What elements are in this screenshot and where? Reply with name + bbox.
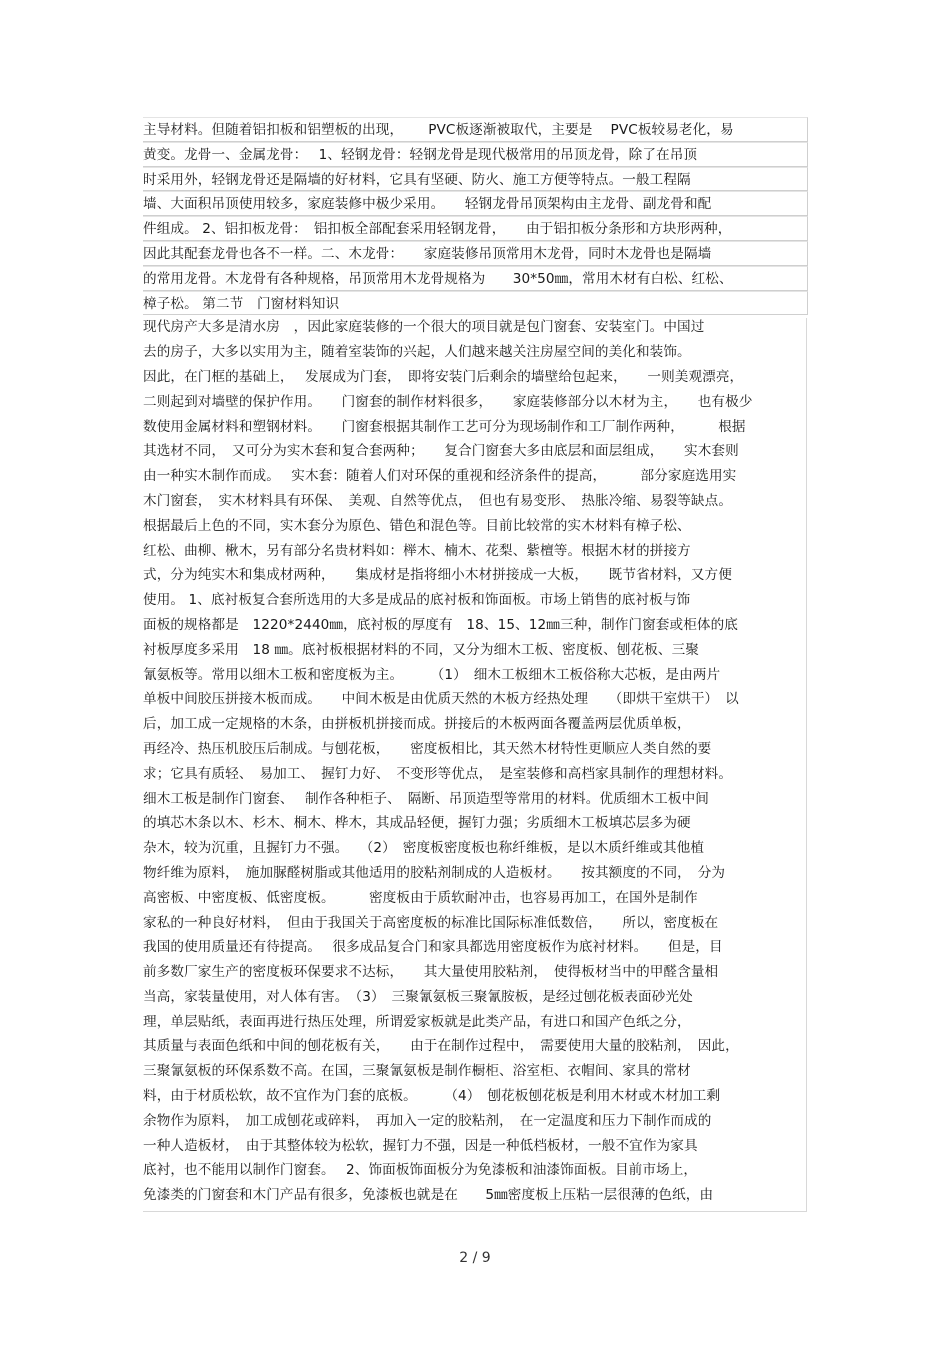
text-line: 去的房子，大多以实用为主，随着室装饰的兴起，人们越来越关注房屋空间的美化和装饰。 [143, 344, 691, 361]
body-text [143, 117, 808, 1208]
text-line: 前多数厂家生产的密度板环保要求不达标， 其大量使用胶粘剂， 使得板材当中的甲醛含量相 [143, 964, 719, 981]
text-line: 木门窗套， 实木材料具有环保、 美观、自然等优点， 但也有易变形、 热胀冷缩、易裂等缺点。 [143, 492, 733, 509]
text-line: 杂木，较为沉重，且握钉力不强。 （2） 密度板密度板也称纤维板，是以木质纤维或其他植 [143, 840, 705, 857]
text-line: 高密板、中密度板、低密度板。 密度板由于质软耐冲击，也容易再加工，在国外是制作 [143, 889, 698, 906]
text-line: 其质量与表面色纸和中间的刨花板有关， 由于在制作过程中， 需要使用大量的胶粘剂， 因此， [143, 1038, 739, 1055]
text-line: 再经冷、热压机胶压后制成。与刨花板， 密度板相比，其天然木材特性更顺应人类自然的要 [143, 740, 712, 757]
text-line: 由一种实木制作而成。 实木套：随着人们对环保的重视和经济条件的提高， 部分家庭选用实 [143, 468, 737, 485]
text-line: 氰氨板等。常用以细木工板和密度板为主。 （1） 细木工板细木工板俗称大芯板，是由两片 [143, 666, 721, 683]
text-line: 根据最后上色的不同，实木套分为原色、错色和混色等。目前比较常的实木材料有樟子松、 [143, 517, 691, 534]
text-line: 后，加工成一定规格的木条，由拼板机拼接而成。拼接后的木板两面各覆盖两层优质单板， [143, 716, 691, 733]
text-line: 料，由于材质松软，故不宜作为门套的底板。 （4） 刨花板刨花板是利用木材或木材加工剩 [143, 1088, 721, 1105]
text-line: 件组成。 2、铝扣板龙骨： 铝扣板全部配套采用轻钢龙骨， 由于铝扣板分条形和方块形两种， [143, 216, 808, 241]
text-line: 现代房产大多是清水房 ，因此家庭装修的一个很大的项目就是包门窗套、安装室门。中国过 [143, 319, 705, 336]
text-line: 式，分为纯实木和集成材两种， 集成材是指将细小木材拼接成一大板， 既节省材料，又方便 [143, 567, 732, 584]
text-line: 家私的一种良好材料， 但由于我国关于高密度板的标准比国际标准低数倍， 所以，密度板在 [143, 914, 719, 931]
text-line: 樟子松。 第二节 门窗材料知识 [143, 291, 808, 316]
text-line: 的常用龙骨。木龙骨有各种规格，吊顶常用木龙骨规格为 30*50㎜，常用木材有白松、红松、 [143, 266, 808, 291]
text-line: 墙、大面积吊顶使用较多，家庭装修中极少采用。 轻钢龙骨吊顶架构由主龙骨、副龙骨和配 [143, 191, 808, 216]
text-line: 求；它具有质轻、 易加工、 握钉力好、 不变形等优点， 是室装修和高档家具制作的理想材料。 [143, 765, 733, 782]
text-line: 面板的规格都是 1220*2440㎜，底衬板的厚度有 18、15、12㎜三种，制作门窗套或柜体的底 [143, 616, 738, 633]
text-line: 使用。 1、底衬板复合套所选用的大多是成品的底衬板和饰面板。市场上销售的底衬板与饰 [143, 592, 691, 609]
text-line: 余物作为原料， 加工成刨花或碎料， 再加入一定的胶粘剂， 在一定温度和压力下制作而成的 [143, 1112, 712, 1129]
text-line: 单板中间胶压拼接木板而成。 中间木板是由优质天然的木板方经热处理 （即烘干室烘干） 以 [143, 691, 739, 708]
page-number: 2 / 9 [459, 1250, 491, 1266]
text-line: 时采用外，轻钢龙骨还是隔墙的好材料，它具有坚硬、防火、施工方便等特点。一般工程隔 [143, 167, 808, 192]
text-line: 我国的使用质量还有待提高。 很多成品复合门和家具都选用密度板作为底衬材料。 但是，目 [143, 939, 723, 956]
text-line: 一种人造板材， 由于其整体较为松软，握钉力不强，因是一种低档板材，一般不宜作为家具 [143, 1137, 698, 1154]
text-line: 主导材料。但随着铝扣板和铝塑板的出现， PVC板逐渐被取代，主要是 PVC板较易老化，易 [143, 117, 808, 142]
text-line: 衬板厚度多采用 18 ㎜。底衬板根据材料的不同，又分为细木工板、密度板、刨花板、三聚 [143, 641, 699, 658]
text-line: 红松、曲柳、楸木，另有部分名贵材料如：榉木、楠木、花梨、紫檀等。根据木材的拼接方 [143, 542, 691, 559]
text-line: 二则起到对墙壁的保护作用。 门窗套的制作材料很多， 家庭装修部分以木材为主， 也有极少 [143, 393, 753, 410]
text-line: 细木工板是制作门窗套、 制作各种柜子、 隔断、吊顶造型等常用的材料。优质细木工板中间 [143, 790, 709, 807]
text-line: 的填芯木条以木、杉木、桐木、桦木，其成品轻便，握钉力强；劣质细木工板填芯层多为硬 [143, 815, 691, 832]
text-line: 当高，家装量使用，对人体有害。 （3） 三聚氰氨板三聚氰胺板，是经过刨花板表面砂光处 [143, 988, 693, 1005]
text-line: 免漆类的门窗套和木门产品有很多，免漆板也就是在 5㎜密度板上压粘一层很薄的色纸，由 [143, 1187, 714, 1204]
text-line: 因此其配套龙骨也各不一样。二、木龙骨： 家庭装修吊顶常用木龙骨，同时木龙骨也是隔墙 [143, 241, 808, 266]
text-line: 因此，在门框的基础上， 发展成为门套， 即将安装门后剩余的墙壁给包起来， 一则美观漂亮， [143, 368, 744, 385]
text-line: 三聚氰氨板的环保系数不高。在国，三聚氰氨板是制作橱柜、浴室柜、衣帽间、家具的常材 [143, 1063, 691, 1080]
text-line: 理，单层贴纸，表面再进行热压处理，所谓爱家板就是此类产品，有进口和国产色纸之分， [143, 1013, 691, 1030]
text-line: 底衬，也不能用以制作门窗套。 2、饰面板饰面板分为免漆板和油漆饰面板。目前市场上， [143, 1162, 698, 1179]
text-line: 其选材不同， 又可分为实木套和复合套两种； 复合门窗套大多由底层和面层组成， 实木套则 [143, 443, 739, 460]
text-line: 黄变。龙骨一、金属龙骨： 1、轻钢龙骨：轻钢龙骨是现代极常用的吊顶龙骨，除了在吊顶 [143, 142, 808, 167]
text-line: 数使用金属材料和塑钢材料。 门窗套根据其制作工艺可分为现场制作和工厂制作两种， 根据 [143, 418, 746, 435]
text-line: 物纤维为原料， 施加脲醛树脂或其他适用的胶粘剂制成的人造板材。 按其额度的不同， 分为 [143, 864, 726, 881]
